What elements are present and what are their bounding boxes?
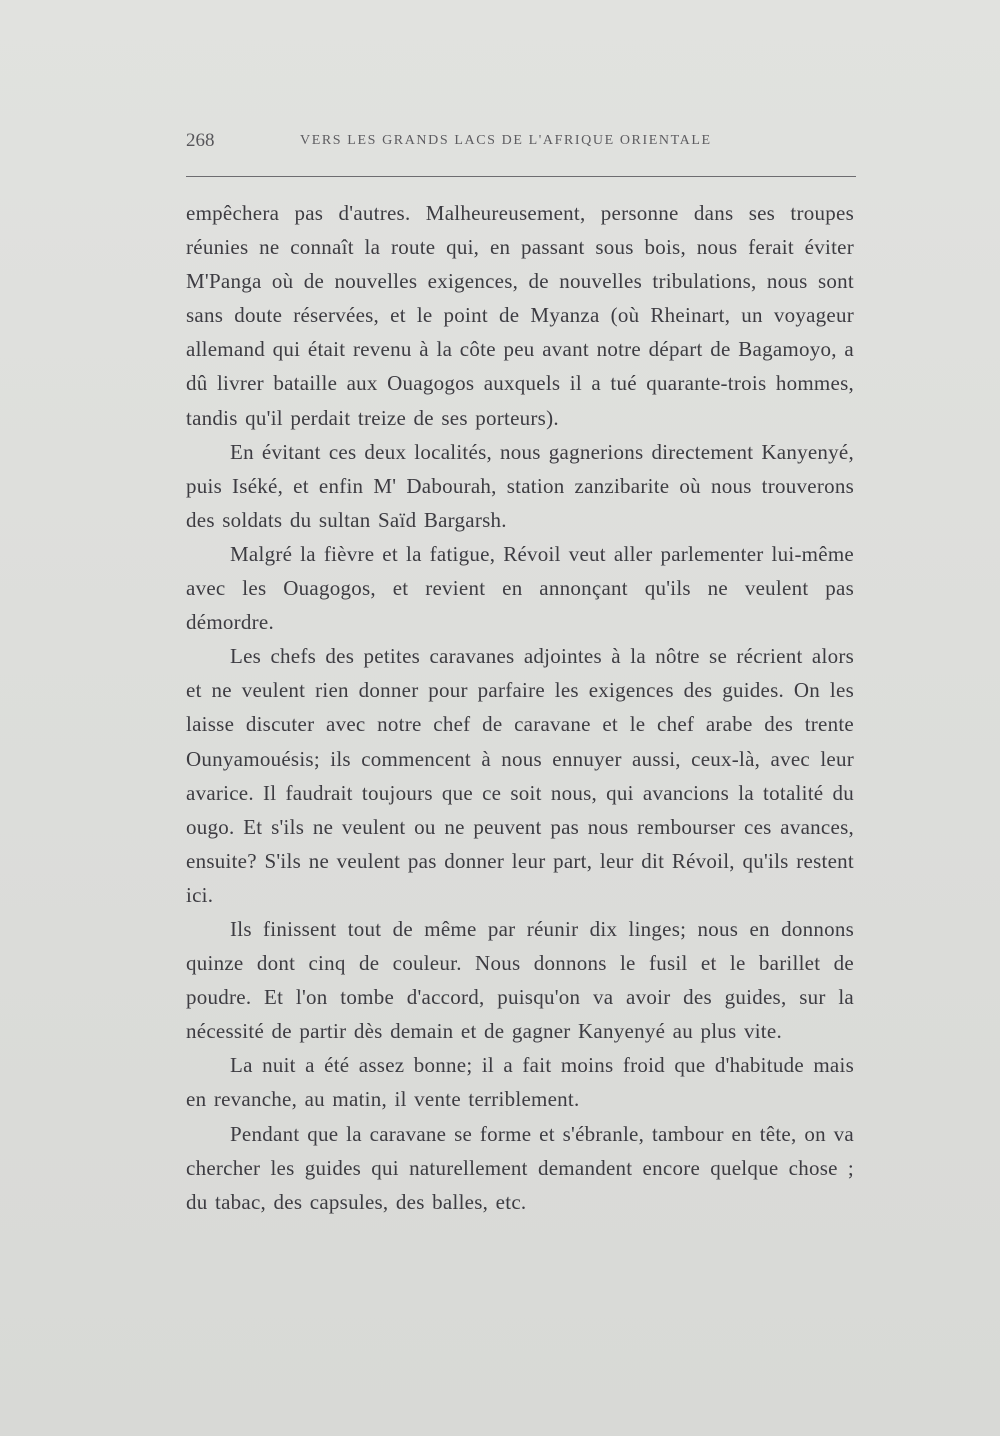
page-number: 268 [186,130,215,151]
paragraph-1: empêchera pas d'autres. Malheureusement, personne dans ses troupes réunies ne connaît la route qui, en passant sous bois, nous ferait éviter M'Panga où de nouvelles exigences, de nouvelles tribulations, nous sont sans doute réservées, et le point de Myanza (où Rheinart, un voyageur allemand qui était revenu à la côte peu avant notre départ de Bagamoyo, a dû livrer bataille aux Ouagogos auxquels il a tué quarante-trois hommes, tandis qu'il perdait treize de ses porteurs). [186,201,854,430]
body-text [186,196,854,1219]
paragraph-6: La nuit a été assez bonne; il a fait moins froid que d'habitude mais en revanche, au matin, il vente terriblement. [186,1053,854,1112]
paragraph-3: Malgré la fièvre et la fatigue, Révoil veut aller parlementer lui-même avec les Ouagogos, et revient en annonçant qu'ils ne veulent pas démordre. [186,541,854,635]
running-title: VERS LES GRANDS LACS DE L'AFRIQUE ORIENTALE [300,133,712,148]
paragraph-4: Les chefs des petites caravanes adjointes à la nôtre se récrient alors et ne veulent rien donner pour parfaire les exigences des guides. On les laisse discuter avec notre chef de caravane et le chef arabe des trente Ounyamouésis; ils commencent à nous ennuyer aussi, ceux-là, avec leur avarice. Il faudrait toujours que ce soit nous, qui avancions la totalité du ougo. Et s'ils ne veulent ou ne peuvent pas nous rembourser ces avances, ensuite? S'ils ne veulent pas donner leur part, leur dit Révoil, qu'ils restent ici. [186,644,854,907]
header-rule [186,176,856,177]
paragraph-5: Ils finissent tout de même par réunir dix linges; nous en donnons quinze dont cinq de couleur. Nous donnons le fusil et le barillet de poudre. Et l'on tombe d'accord, puisqu'on va avoir des guides, sur la nécessité de partir dès demain et de gagner Kanyenyé au plus vite. [186,916,854,1044]
page-header [186,130,856,156]
paragraph-2: En évitant ces deux localités, nous gagnerions directement Kanyenyé, puis Iséké, et enfin M' Dabourah, station zanzibarite où nous trouverons des soldats du sultan Saïd Bargarsh. [186,439,854,532]
paragraph-7: Pendant que la caravane se forme et s'ébranle, tambour en tête, on va chercher les guides qui naturellement demandent encore quelque chose ; du tabac, des capsules, des balles, etc. [186,1121,854,1214]
